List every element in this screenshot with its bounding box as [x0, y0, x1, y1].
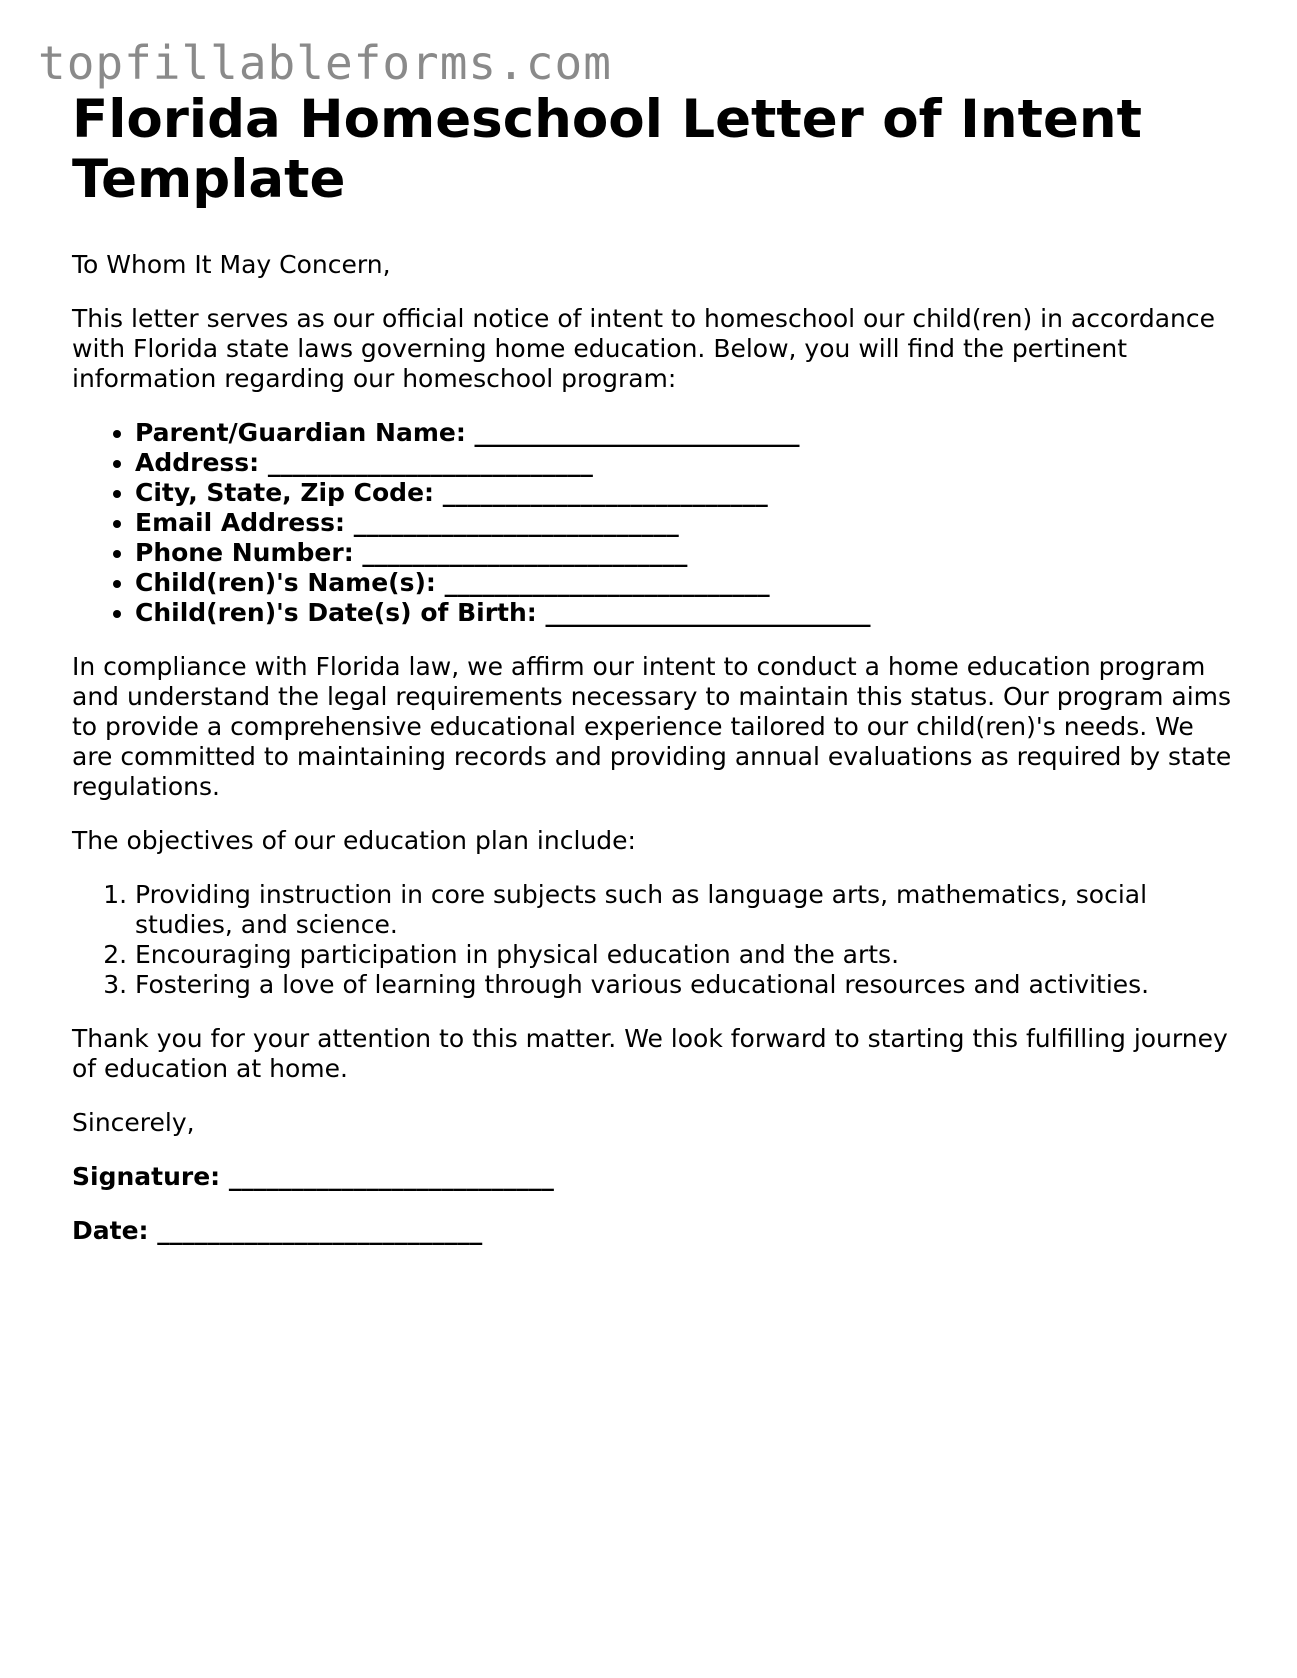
compliance-paragraph: In compliance with Florida law, we affirm our intent to conduct a home education program and understand the legal requirements necessary to maintain this status. Our program aims to provide a comprehensive educational experience tailored to our child(ren)'s needs. We are committed to maintaining records and providing annual evaluations as required by state regulations. — [72, 652, 1232, 801]
field-phone-number: • Phone Number: __________________________ — [135, 538, 1232, 568]
objectives-intro: The objectives of our education plan include: — [72, 826, 636, 855]
date-line: Date: __________________________ — [72, 1216, 483, 1245]
signature-line: Signature: __________________________ — [72, 1162, 554, 1191]
objective-item: 3. Fostering a love of learning through various educational resources and activities. — [135, 970, 1232, 1000]
field-address: • Address: __________________________ — [135, 448, 1232, 478]
field-email-address: • Email Address: __________________________ — [135, 508, 1232, 538]
letter-document — [72, 90, 1232, 1246]
closing: Sincerely, — [72, 1108, 195, 1137]
site-watermark: topfillableforms.com — [38, 36, 612, 90]
objective-item: 2. Encouraging participation in physical education and the arts. — [135, 940, 1232, 970]
objective-item: 1. Providing instruction in core subjects such as language arts, mathematics, social studies, and science. — [135, 880, 1232, 940]
thanks-paragraph: Thank you for your attention to this matter. We look forward to starting this fulfilling journey of education at home. — [72, 1024, 1228, 1083]
intro-paragraph: This letter serves as our official notice of intent to homeschool our child(ren) in accordance with Florida state laws governing home education. Below, you will find the pertinent information regarding our homeschool program: — [72, 304, 1215, 393]
info-fields-list — [72, 418, 1232, 628]
field-children-dob: • Child(ren)'s Date(s) of Birth: __________________________ — [135, 598, 1232, 628]
greeting: To Whom It May Concern, — [72, 250, 391, 279]
field-children-names: • Child(ren)'s Name(s): __________________________ — [135, 568, 1232, 598]
objectives-list — [72, 880, 1232, 1000]
field-city-state-zip: • City, State, Zip Code: __________________________ — [135, 478, 1232, 508]
field-parent-guardian-name: • Parent/Guardian Name: __________________________ — [135, 418, 1232, 448]
document-title: Florida Homeschool Letter of Intent Template — [72, 89, 1142, 210]
